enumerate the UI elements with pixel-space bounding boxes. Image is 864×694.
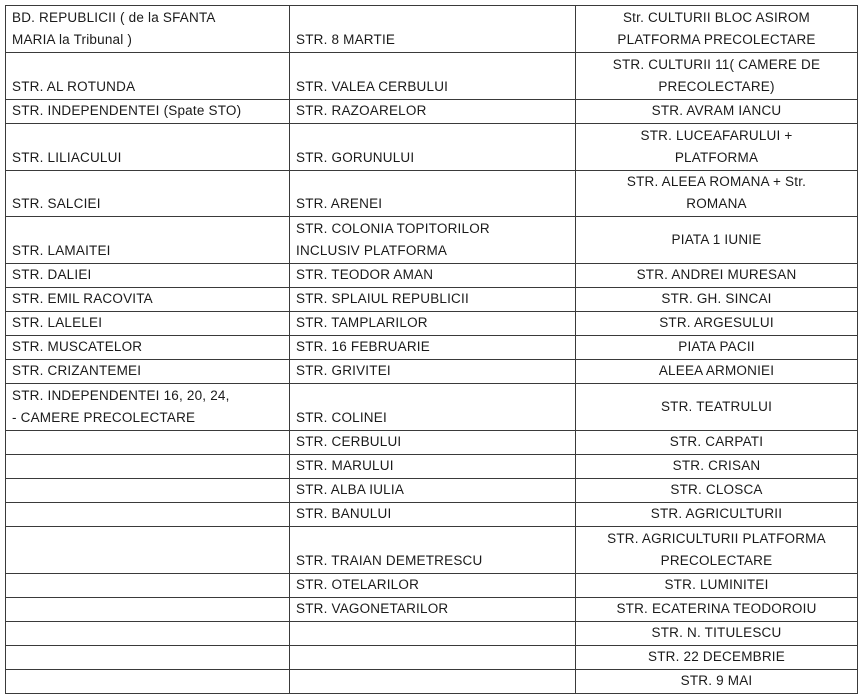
table-row xyxy=(6,527,858,574)
street-name-text: STR. 16 FEBRUARIE xyxy=(296,339,430,354)
street-name-text: PLATFORMA PRECOLECTARE xyxy=(617,31,816,47)
table-row xyxy=(6,622,858,646)
street-cell-col3 xyxy=(576,171,858,217)
table-row xyxy=(6,6,858,53)
street-cell-col3 xyxy=(576,479,858,503)
street-cell-col2 xyxy=(290,455,576,479)
street-name-text: ALEEA ARMONIEI xyxy=(658,363,775,378)
street-cell-col3 xyxy=(576,384,858,431)
street-cell-col2 xyxy=(290,100,576,124)
street-name-text: - CAMERE PRECOLECTARE xyxy=(12,410,196,425)
street-cell-col2 xyxy=(290,598,576,622)
table-row xyxy=(6,384,858,431)
street-name-text: STR. INDEPENDENTEI (Spate STO) xyxy=(12,103,242,118)
street-name-text: STR. LILIACULUI xyxy=(12,150,122,165)
street-cell-col1 xyxy=(6,217,290,264)
table-row xyxy=(6,670,858,694)
street-name-text: STR. EMIL RACOVITA xyxy=(12,291,153,306)
street-cell-col1 xyxy=(6,53,290,100)
street-cell-col1 xyxy=(6,264,290,288)
street-cell-col3 xyxy=(576,622,858,646)
table-row xyxy=(6,360,858,384)
street-cell-col2 xyxy=(290,124,576,171)
street-name-text: STR. GH. SINCAI xyxy=(661,291,772,306)
street-cell-col1 xyxy=(6,171,290,217)
street-name-text: STR. ALBA IULIA xyxy=(296,482,405,497)
street-cell-col2 xyxy=(290,503,576,527)
street-cell-col3 xyxy=(576,670,858,694)
street-cell-col1 xyxy=(6,574,290,598)
street-name-text: STR. TEODOR AMAN xyxy=(296,267,434,282)
street-cell-col2 xyxy=(290,360,576,384)
street-name-text: STR. GRIVITEI xyxy=(296,363,391,378)
street-name-text: STR. AL ROTUNDA xyxy=(12,79,136,94)
street-name-text: PIATA 1 IUNIE xyxy=(671,231,762,247)
street-name-text: PIATA PACII xyxy=(678,339,755,354)
street-name-text: STR. ECATERINA TEODOROIU xyxy=(616,601,817,616)
street-name-text: STR. BANULUI xyxy=(296,506,392,521)
street-cell-col2 xyxy=(290,171,576,217)
street-cell-col3 xyxy=(576,217,858,264)
street-cell-col2 xyxy=(290,527,576,574)
street-cell-col2 xyxy=(290,622,576,646)
street-name-text: STR. LUCEAFARULUI + xyxy=(640,127,793,143)
table-row xyxy=(6,503,858,527)
street-cell-col3 xyxy=(576,124,858,171)
street-name-text: STR. CLOSCA xyxy=(670,482,763,497)
table-row xyxy=(6,264,858,288)
street-name-text: STR. INDEPENDENTEI 16, 20, 24, xyxy=(12,388,230,403)
street-name-text: STR. COLONIA TOPITORILOR xyxy=(296,221,490,236)
street-name-text: STR. AVRAM IANCU xyxy=(651,103,782,118)
street-cell-col3 xyxy=(576,455,858,479)
street-list-table xyxy=(5,5,858,694)
street-name-text: STR. N. TITULESCU xyxy=(651,625,782,640)
street-cell-col3 xyxy=(576,503,858,527)
street-cell-col3 xyxy=(576,6,858,53)
street-cell-col1 xyxy=(6,622,290,646)
street-cell-col1 xyxy=(6,479,290,503)
street-name-text: STR. TRAIAN DEMETRESCU xyxy=(296,553,483,568)
street-cell-col1 xyxy=(6,455,290,479)
table-row xyxy=(6,100,858,124)
street-cell-col3 xyxy=(576,336,858,360)
table-row xyxy=(6,124,858,171)
table-row xyxy=(6,598,858,622)
street-name-text: STR. AGRICULTURII PLATFORMA xyxy=(607,530,826,546)
street-cell-col1 xyxy=(6,670,290,694)
street-cell-col2 xyxy=(290,336,576,360)
street-name-text: STR. CERBULUI xyxy=(296,434,402,449)
street-cell-col1 xyxy=(6,288,290,312)
table-row xyxy=(6,312,858,336)
street-cell-col2 xyxy=(290,646,576,670)
table-row xyxy=(6,431,858,455)
street-name-text: STR. TEATRULUI xyxy=(660,398,773,414)
street-name-text: STR. ARENEI xyxy=(296,196,383,211)
table-row xyxy=(6,455,858,479)
street-name-text: STR. OTELARILOR xyxy=(296,577,420,592)
street-name-text: STR. SPLAIUL REPUBLICII xyxy=(296,291,469,306)
street-cell-col1 xyxy=(6,6,290,53)
street-cell-col1 xyxy=(6,100,290,124)
street-cell-col2 xyxy=(290,431,576,455)
street-cell-col2 xyxy=(290,53,576,100)
street-cell-col1 xyxy=(6,312,290,336)
street-cell-col1 xyxy=(6,360,290,384)
street-name-text: PRECOLECTARE) xyxy=(658,78,775,94)
street-cell-col3 xyxy=(576,360,858,384)
street-name-text: STR. 9 MAI xyxy=(680,673,753,688)
street-name-text: STR. COLINEI xyxy=(296,410,387,425)
table-row xyxy=(6,53,858,100)
street-name-text: STR. MUSCATELOR xyxy=(12,339,143,354)
street-name-text: STR. GORUNULUI xyxy=(296,150,415,165)
street-name-text: STR. LALELEI xyxy=(12,315,103,330)
street-name-text: INCLUSIV PLATFORMA xyxy=(296,243,448,258)
street-cell-col3 xyxy=(576,431,858,455)
street-cell-col1 xyxy=(6,503,290,527)
street-cell-col2 xyxy=(290,670,576,694)
street-cell-col2 xyxy=(290,384,576,431)
street-name-text: STR. ANDREI MURESAN xyxy=(636,267,797,282)
street-cell-col1 xyxy=(6,384,290,431)
street-cell-col1 xyxy=(6,336,290,360)
street-cell-col2 xyxy=(290,264,576,288)
street-name-text: ROMANA xyxy=(686,196,747,211)
street-cell-col3 xyxy=(576,53,858,100)
street-name-text: STR. CARPATI xyxy=(669,434,764,449)
street-list-body xyxy=(6,6,858,694)
street-cell-col1 xyxy=(6,646,290,670)
street-cell-col3 xyxy=(576,574,858,598)
street-cell-col2 xyxy=(290,312,576,336)
street-cell-col2 xyxy=(290,6,576,53)
street-cell-col1 xyxy=(6,527,290,574)
street-name-text: STR. LAMAITEI xyxy=(12,243,111,258)
street-name-text: STR. DALIEI xyxy=(12,267,92,282)
street-cell-col1 xyxy=(6,124,290,171)
street-name-text: STR. LUMINITEI xyxy=(664,577,769,592)
street-name-text: STR. 8 MARTIE xyxy=(296,32,396,47)
street-cell-col3 xyxy=(576,288,858,312)
street-cell-col3 xyxy=(576,598,858,622)
street-name-text: MARIA la Tribunal ) xyxy=(12,32,133,47)
street-name-text: STR. MARULUI xyxy=(296,458,394,473)
street-cell-col2 xyxy=(290,288,576,312)
street-name-text: STR. TAMPLARILOR xyxy=(296,315,428,330)
street-cell-col1 xyxy=(6,598,290,622)
street-cell-col3 xyxy=(576,646,858,670)
street-name-text: STR. CRIZANTEMEI xyxy=(12,363,142,378)
street-cell-col2 xyxy=(290,217,576,264)
street-cell-col2 xyxy=(290,574,576,598)
street-name-text: PRECOLECTARE xyxy=(660,552,773,568)
table-row xyxy=(6,288,858,312)
street-cell-col3 xyxy=(576,100,858,124)
street-cell-col2 xyxy=(290,479,576,503)
table-row xyxy=(6,574,858,598)
table-row xyxy=(6,171,858,217)
street-cell-col3 xyxy=(576,527,858,574)
street-name-text: BD. REPUBLICII ( de la SFANTA xyxy=(12,10,216,25)
street-name-text: PLATFORMA xyxy=(674,149,759,165)
table-row xyxy=(6,217,858,264)
street-cell-col3 xyxy=(576,264,858,288)
street-name-text: STR. RAZOARELOR xyxy=(296,103,427,118)
street-name-text: STR. CULTURII 11( CAMERE DE xyxy=(612,56,821,72)
street-name-text: STR. AGRICULTURII xyxy=(650,506,783,521)
street-name-text: STR. 22 DECEMBRIE xyxy=(648,649,785,664)
table-row xyxy=(6,479,858,503)
street-name-text: STR. ARGESULUI xyxy=(659,315,774,330)
table-row xyxy=(6,336,858,360)
street-name-text: STR. CRISAN xyxy=(672,458,761,473)
table-row xyxy=(6,646,858,670)
street-name-text: STR. VALEA CERBULUI xyxy=(296,79,449,94)
street-name-text: STR. VAGONETARILOR xyxy=(296,601,449,616)
street-cell-col1 xyxy=(6,431,290,455)
street-name-text: STR. SALCIEI xyxy=(12,196,101,211)
street-name-text: STR. ALEEA ROMANA + Str. xyxy=(626,174,807,189)
street-name-text: Str. CULTURII BLOC ASIROM xyxy=(622,9,811,25)
street-cell-col3 xyxy=(576,312,858,336)
